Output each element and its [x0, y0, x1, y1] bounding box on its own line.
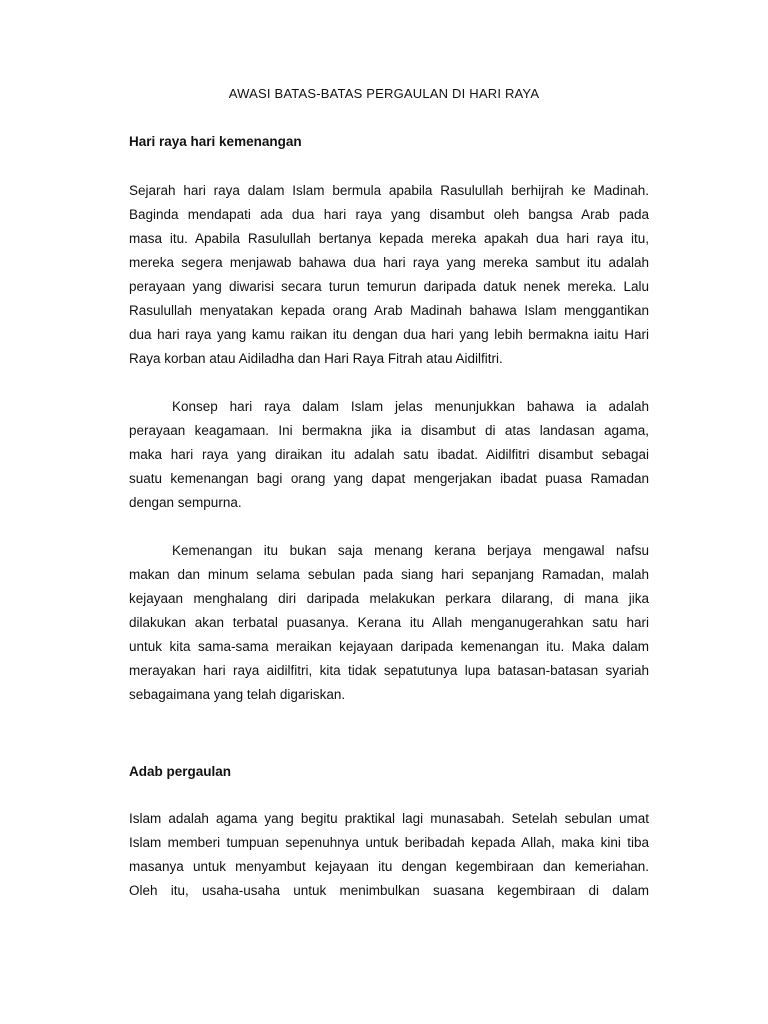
text-line: Oleh itu, usaha-usaha untuk menimbulkan suasana kegembiraan di dalam	[129, 883, 649, 898]
text-line: Islam memberi tumpuan sepenuhnya untuk beribadah kepada Allah, maka kini tiba	[129, 835, 649, 850]
text-line: masanya untuk menyambut kejayaan itu dengan kegembiraan dan kemeriahan.	[129, 859, 649, 874]
text-line: Konsep hari raya dalam Islam jelas menunjukkan bahawa ia adalah	[172, 399, 649, 414]
text-line: Baginda mendapati ada dua hari raya yang disambut oleh bangsa Arab pada	[129, 207, 649, 222]
text-line: masa itu. Apabila Rasulullah bertanya kepada mereka apakah dua hari raya itu,	[129, 231, 649, 246]
text-line: perayaan yang diwarisi secara turun temurun daripada datuk nenek mereka. Lalu	[129, 279, 649, 294]
text-line: Rasulullah menyatakan kepada orang Arab Madinah bahawa Islam menggantikan	[129, 303, 649, 318]
text-line: sebagaimana yang telah digariskan.	[129, 687, 346, 702]
text-line: Raya korban atau Aidiladha dan Hari Raya Fitrah atau Aidilfitri.	[129, 351, 503, 366]
text-line: suatu kemenangan bagi orang yang dapat mengerjakan ibadat puasa Ramadan	[129, 471, 649, 486]
text-line: Sejarah hari raya dalam Islam bermula apabila Rasulullah berhijrah ke Madinah.	[129, 183, 649, 198]
text-line: Islam adalah agama yang begitu praktikal lagi munasabah. Setelah sebulan umat	[129, 811, 649, 826]
text-line: mereka segera menjawab bahawa dua hari raya yang mereka sambut itu adalah	[129, 255, 649, 270]
text-line: Kemenangan itu bukan saja menang kerana berjaya mengawal nafsu	[172, 543, 649, 558]
text-line: dengan sempurna.	[129, 495, 242, 510]
text-line: maka hari raya yang diraikan itu adalah satu ibadat. Aidilfitri disambut sebagai	[129, 447, 649, 462]
text-line: dilakukan akan terbatal puasanya. Kerana itu Allah menganugerahkan satu hari	[129, 615, 649, 630]
text-line: dua hari raya yang kamu raikan itu dengan dua hari yang lebih bermakna iaitu Hari	[129, 327, 649, 342]
document-title: AWASI BATAS-BATAS PERGAULAN DI HARI RAYA	[228, 86, 540, 101]
section-heading-hari-raya: Hari raya hari kemenangan	[129, 134, 302, 149]
text-line: makan dan minum selama sebulan pada siang hari sepanjang Ramadan, malah	[129, 567, 649, 582]
text-line: merayakan hari raya aidilfitri, kita tidak sepatutunya lupa batasan-batasan syariah	[129, 663, 649, 678]
section-heading-adab: Adab pergaulan	[129, 764, 232, 779]
text-line: kejayaan menghalang diri daripada melakukan perkara dilarang, di mana jika	[129, 591, 649, 606]
text-line: perayaan keagamaan. Ini bermakna jika ia disambut di atas landasan agama,	[129, 423, 649, 438]
text-line: untuk kita sama-sama meraikan kejayaan daripada kemenangan itu. Maka dalam	[129, 639, 649, 654]
